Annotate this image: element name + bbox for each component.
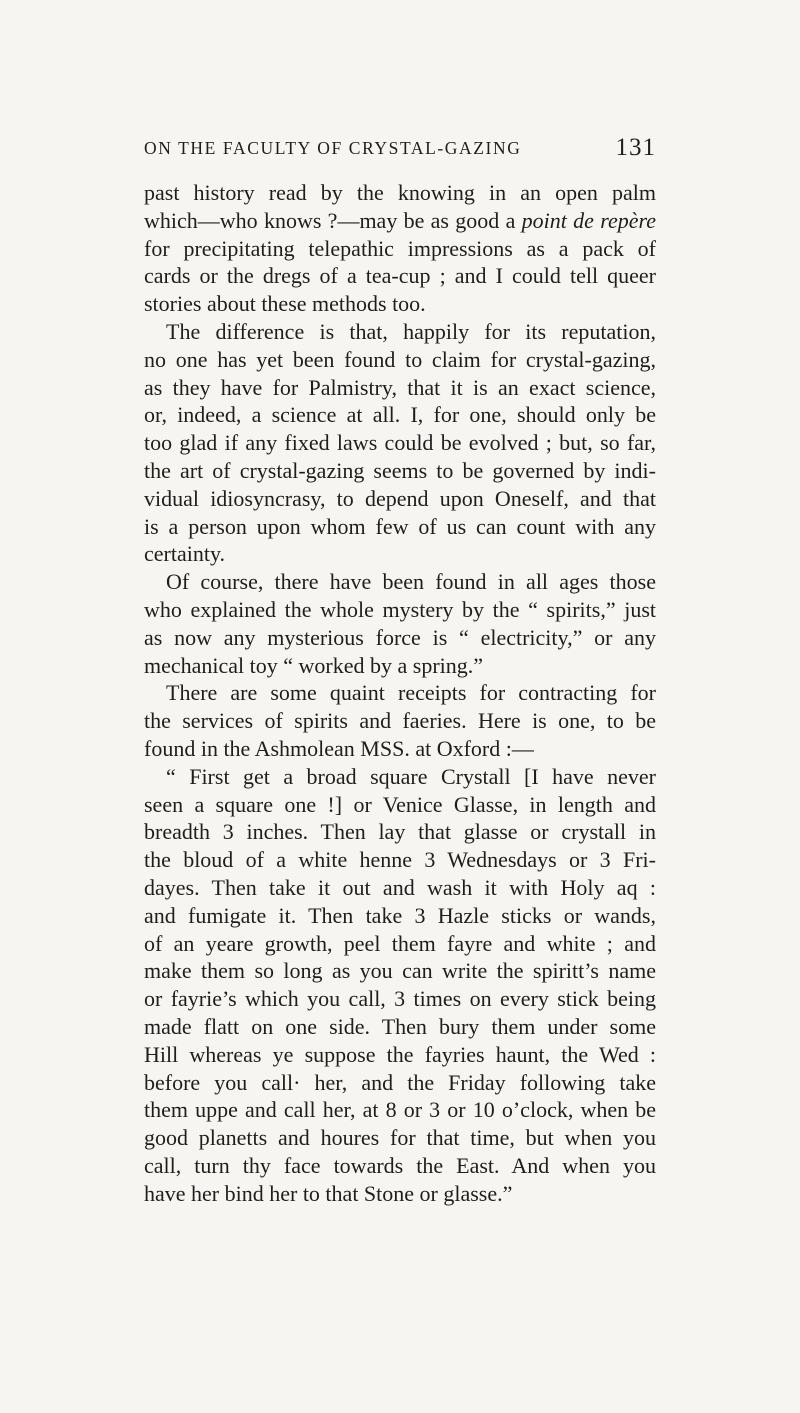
text-line: for precipitating telepathic impressions as a pack of xyxy=(144,235,656,261)
text-line: mechanical toy “ worked by a spring.” xyxy=(144,652,484,678)
text-line: There are some quaint receipts for contracting for xyxy=(166,680,656,706)
text-line: make them so long as you can write the spiritt’s name xyxy=(144,958,656,984)
text-line: is a person upon whom few of us can count with any xyxy=(144,513,656,539)
text-line: dayes. Then take it out and wash it with Holy aq : xyxy=(144,874,656,900)
text-line: the services of spirits and faeries. Here is one, to be xyxy=(144,708,656,734)
text-line: the bloud of a white henne 3 Wednesdays or 3 Fri- xyxy=(144,847,656,873)
text-line: found in the Ashmolean MSS. at Oxford :— xyxy=(144,735,534,761)
text-line: who explained the whole mystery by the “ spirits,” just xyxy=(144,596,656,622)
text-line: of an yeare growth, peel them fayre and white ; and xyxy=(144,930,656,956)
text-line: “ First get a broad square Crystall [I have never xyxy=(166,763,656,789)
text-run: which—who knows ?—may be as good a xyxy=(144,207,522,233)
text-line: and fumigate it. Then take 3 Hazle sticks or wands, xyxy=(144,902,656,928)
page-body xyxy=(144,179,656,1207)
text-line: stories about these methods too. xyxy=(144,291,426,317)
text-line: have her bind her to that Stone or glasse.” xyxy=(144,1180,513,1206)
text-line: certainty. xyxy=(144,541,226,567)
running-head xyxy=(144,134,656,164)
page-number: 131 xyxy=(615,134,656,161)
paragraph xyxy=(144,318,656,568)
text-line: or fayrie’s which you call, 3 times on every stick being xyxy=(144,986,656,1012)
text-line: before you call· her, and the Friday following take xyxy=(144,1069,656,1095)
running-title: ON THE FACULTY OF CRYSTAL-GAZING xyxy=(144,138,522,158)
paragraph xyxy=(144,679,656,762)
text-line: them uppe and call her, at 8 or 3 or 10 o’clock, when be xyxy=(144,1097,656,1123)
text-line: as they have for Palmistry, that it is an exact science, xyxy=(144,374,656,400)
text-line: as now any mysterious force is “ electricity,” or any xyxy=(144,624,656,650)
text-line: Hill whereas ye suppose the fayries haunt, the Wed : xyxy=(144,1041,656,1067)
text-line: cards or the dregs of a tea-cup ; and I could tell queer xyxy=(144,263,656,289)
text-line: seen a square one !] or Venice Glasse, in length and xyxy=(144,791,656,817)
italic-phrase: point de repère xyxy=(521,207,656,233)
paragraph xyxy=(144,568,656,679)
text-line: breadth 3 inches. Then lay that glasse or crystall in xyxy=(144,819,656,845)
text-line: vidual idiosyncrasy, to depend upon Oneself, and that xyxy=(144,485,656,511)
text-line: The difference is that, happily for its reputation, xyxy=(166,318,656,344)
text-line: too glad if any fixed laws could be evolved ; but, so far, xyxy=(144,430,656,456)
text-line: good planetts and houres for that time, but when you xyxy=(144,1125,656,1151)
paragraph xyxy=(144,179,656,318)
text-line: no one has yet been found to claim for crystal-gazing, xyxy=(144,346,656,372)
text-line: Of course, there have been found in all ages those xyxy=(166,569,656,595)
text-line: the art of crystal-gazing seems to be governed by indi- xyxy=(144,457,656,483)
paragraph xyxy=(144,763,656,1208)
text-line xyxy=(144,207,656,235)
text-line: past history read by the knowing in an open palm xyxy=(144,180,656,205)
text-line: call, turn thy face towards the East. And when you xyxy=(144,1152,656,1178)
text-line: or, indeed, a science at all. I, for one, should only be xyxy=(144,402,656,428)
text-line: made flatt on one side. Then bury them under some xyxy=(144,1013,656,1039)
